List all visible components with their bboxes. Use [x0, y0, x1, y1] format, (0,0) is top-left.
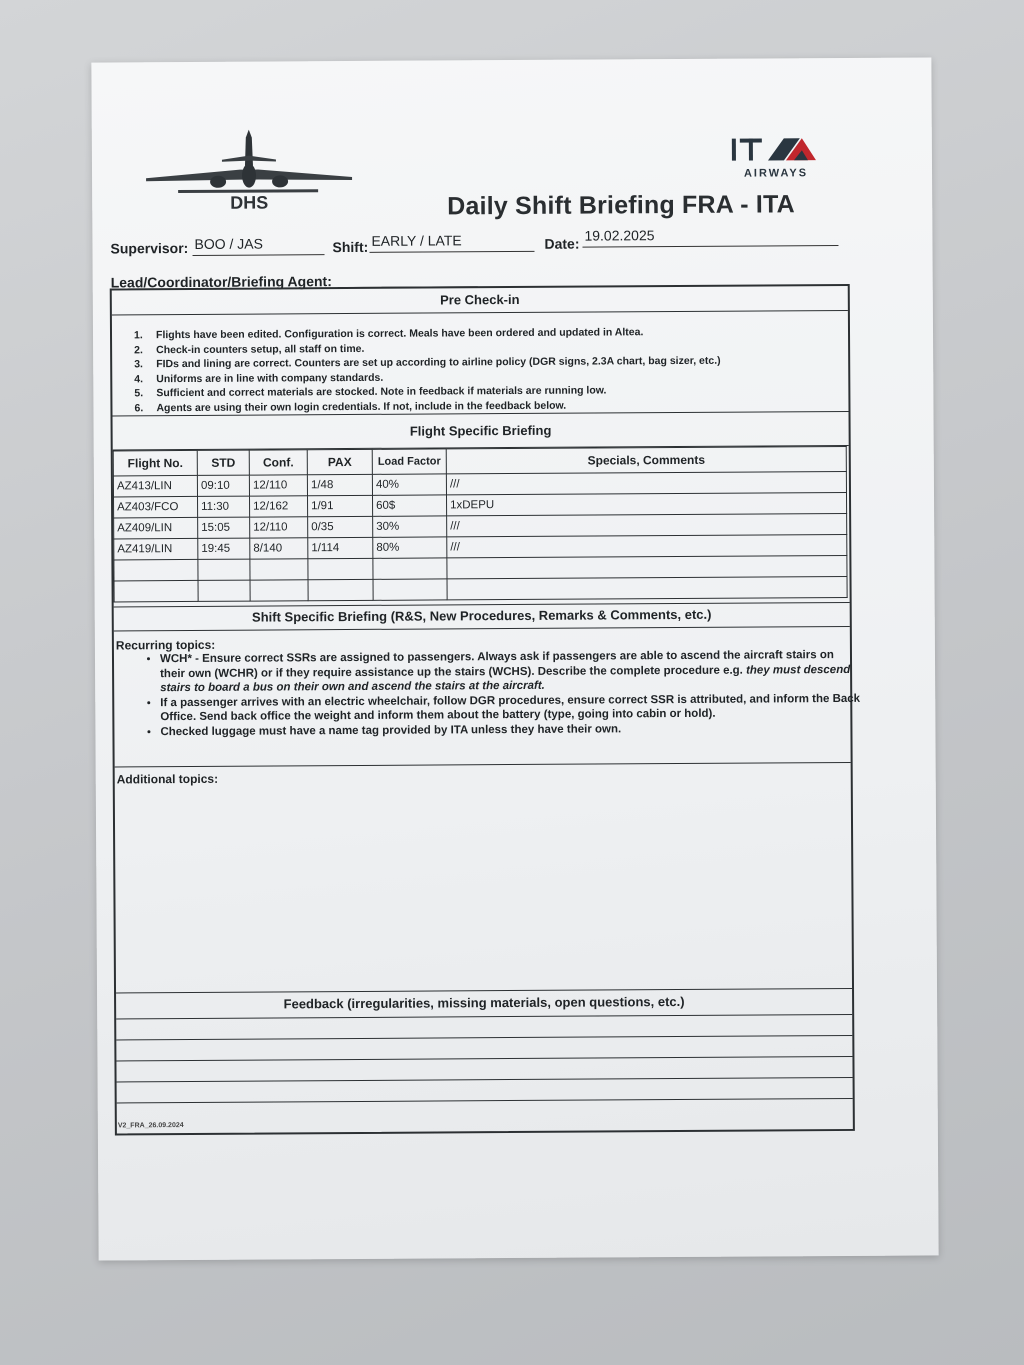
flights-table: [113, 446, 848, 602]
lead-agent-label: Lead/Coordinator/Briefing Agent:: [110, 273, 332, 291]
cell-pax: 1/48: [307, 474, 372, 495]
cell-conf: 8/140: [250, 538, 308, 559]
form-version: V2_FRA_26.09.2024: [117, 1122, 184, 1130]
list-item: • If a passenger arrives with an electric wheelchair, follow DGR procedures, ensure correct SSR is attributed, and inform the Back Office. Send back office the weight and inform them about the battery (type, going into cabin or hold).: [160, 691, 860, 724]
cell-std: 19:45: [198, 538, 250, 559]
pre-checkin-list: [134, 325, 721, 416]
cell-pax: 1/114: [308, 537, 373, 558]
recurring-topics-label: Recurring topics:: [115, 637, 216, 653]
cell-flight: AZ403/FCO: [114, 496, 198, 518]
ita-airways-logo: [728, 134, 824, 181]
cell-load-factor: 30%: [373, 516, 447, 537]
feedback-title: Feedback (irregularities, missing materials, open questions, etc.): [116, 988, 852, 1019]
cell-comments: ///: [447, 534, 847, 557]
column-header: PAX: [307, 449, 372, 474]
cell-flight: AZ419/LIN: [114, 538, 198, 560]
recurring-topics-list: [136, 648, 861, 739]
dhs-airplane-logo: [144, 129, 355, 220]
cell-pax: 1/91: [307, 495, 372, 516]
cell-std: 09:10: [197, 475, 249, 496]
checklist-item: 6. Agents are using their own login credentials. If not, include in the feedback below.: [134, 399, 567, 414]
page-title: Daily Shift Briefing FRA - ITA: [447, 190, 795, 221]
column-header: STD: [197, 450, 249, 475]
cell-load-factor: 80%: [373, 537, 447, 558]
briefing-sheet: [91, 57, 938, 1260]
cell-conf: 12/110: [250, 517, 308, 538]
column-header: Flight No.: [113, 450, 197, 476]
checklist-item: 2. Check-in counters setup, all staff on time.: [134, 342, 365, 356]
cell-pax: 0/35: [308, 516, 373, 537]
cell-load-factor: 60$: [372, 495, 446, 516]
cell-std: 15:05: [198, 517, 250, 538]
shift-value: EARLY / LATE: [369, 232, 534, 253]
checklist-item: 3. FIDs and lining are correct. Counters are set up according to airline policy (DGR signs, 2.3A chart, bag sizer, etc.): [134, 354, 721, 371]
briefing-form: [110, 284, 861, 1136]
list-item: • Checked luggage must have a name tag provided by ITA unless they have their own.: [160, 720, 860, 739]
shift-label: Shift:: [332, 238, 369, 256]
cell-comments: ///: [446, 471, 846, 494]
column-header: Load Factor: [372, 449, 446, 474]
ita-logo-subtext: AIRWAYS: [743, 167, 809, 180]
date-label: Date:: [544, 235, 580, 252]
cell-std: 11:30: [198, 496, 250, 517]
table-row-empty: [114, 576, 847, 601]
supervisor-value: BOO / JAS: [192, 235, 324, 256]
pre-checkin-title: Pre Check-in: [112, 286, 848, 315]
column-header: Conf.: [249, 450, 307, 475]
cell-conf: 12/110: [249, 475, 307, 496]
date-value: 19.02.2025: [582, 226, 838, 248]
cell-comments: 1xDEPU: [446, 492, 846, 515]
cell-conf: 12/162: [250, 496, 308, 517]
list-item: • WCH* - Ensure correct SSRs are assigned to passengers. Always ask if passengers are able to ascend the aircraft stairs on their own (WCHR) or if they require assistance up the stairs (WCHS). Describe the complete procedure e.g. they must descend stairs to board a bus on their own and ascend the stairs at the aircraft.: [160, 648, 860, 696]
additional-topics-label: Additional topics:: [116, 771, 219, 787]
dhs-logo-text: DHS: [230, 192, 269, 213]
checklist-item: 5. Sufficient and correct materials are stocked. Note in feedback if materials are running low.: [134, 384, 607, 400]
checklist-item: 1. Flights have been edited. Configuration is correct. Meals have been ordered and updated in Altea.: [133, 326, 644, 342]
cell-flight: AZ413/LIN: [113, 475, 197, 497]
shift-briefing-title: Shift Specific Briefing (R&S, New Procedures, Remarks & Comments, etc.): [114, 602, 850, 631]
cell-flight: AZ409/LIN: [114, 517, 198, 539]
supervisor-label: Supervisor:: [110, 239, 189, 257]
cell-load-factor: 40%: [372, 474, 446, 495]
column-header: Specials, Comments: [446, 446, 846, 473]
flight-briefing-title: Flight Specific Briefing: [113, 413, 849, 450]
checklist-item: 4. Uniforms are in line with company standards.: [134, 371, 384, 385]
cell-comments: ///: [447, 513, 847, 536]
